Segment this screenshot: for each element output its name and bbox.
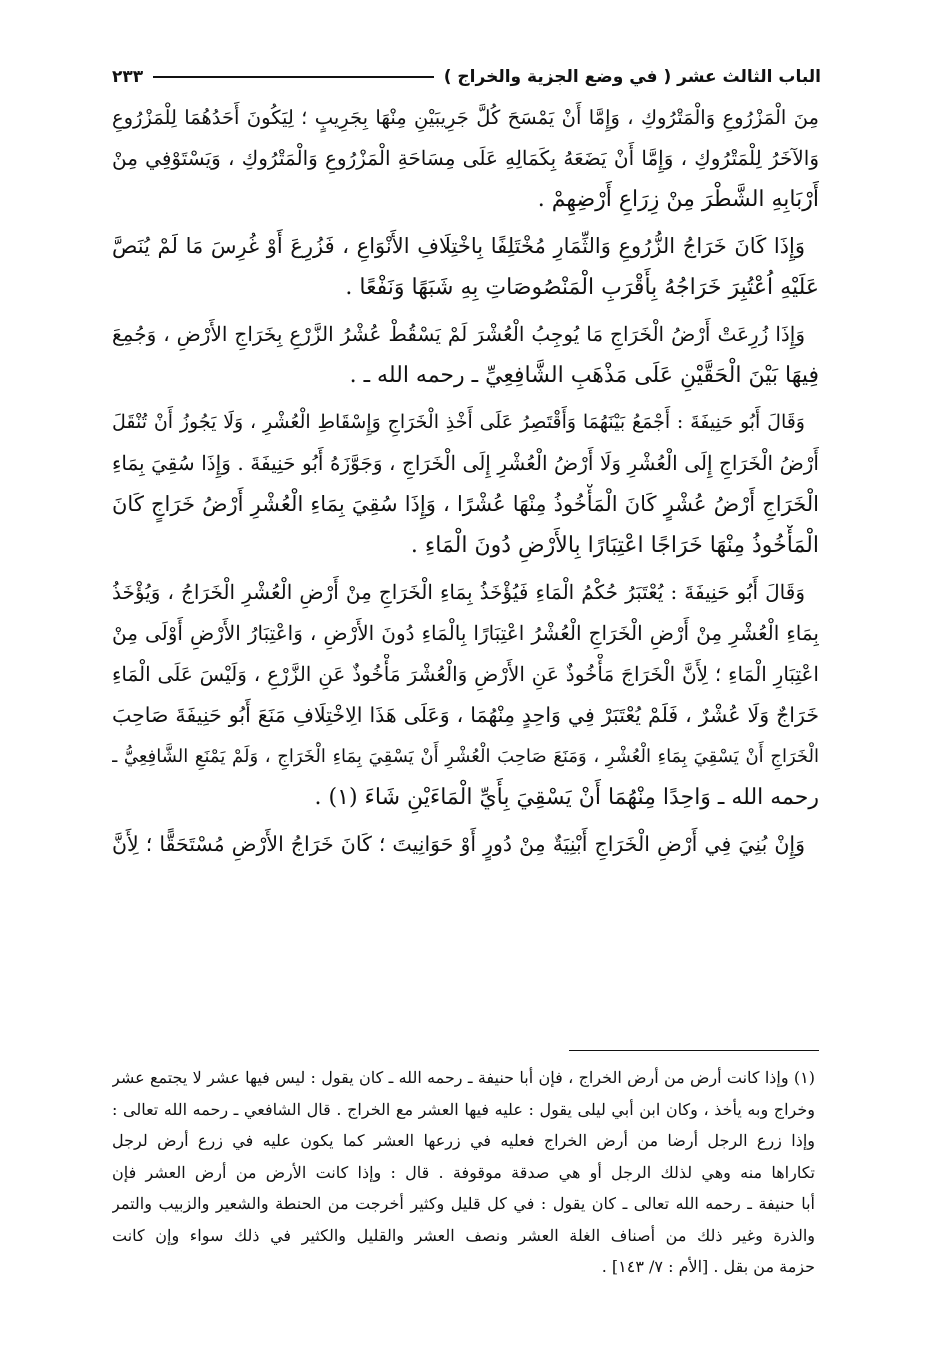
text-line: بِمَاءِ الْعُشْرِ مِنْ أَرْضِ الْخَرَاجِ الْعُشْرُ اعْتِبَارًا بِالْمَاءِ دُونَ الأَرْضِ ، وَاعْتِبَارُ الأَرْضِ أَوْلَى مِنْ [112,621,819,645]
text-line: الْخَرَاجِ أَرْضُ عُشْرٍ كَانَ الْمَأْخُوذُ مِنْهَا عُشْرًا ، وَإِذَا سُقِيَ بِمَاءِ الْعُشْرِ أَرْضُ خَرَاجٍ كَانَ [112,492,819,516]
text-line: مِنَ الْمَزْرُوعِ وَالْمَتْرُوكِ ، وَإِمَّا أَنْ يَمْسَحَ كُلَّ جَرِيبَيْنِ مِنْهَا بِجَرِيبٍ ؛ لِيَكُونَ أَحَدُهُمَا لِلْمَزْرُوعِ [112,106,819,129]
text-line: وَالآخَرُ لِلْمَتْرُوكِ ، وَإِمَّا أَنْ يَضَعَهُ بِكَمَالِهِ عَلَى مِسَاحَةِ الْمَزْرُوعِ وَالْمَتْرُوكِ ، وَيَسْتَوْفِي مِنْ [112,146,819,170]
text-line: فِيهَا بَيْنَ الْحَقَّيْنِ عَلَى مَذْهَبِ الشَّافِعِيِّ ـ رحمه الله ـ . [349,363,819,388]
text-line: وَقَالَ أَبُو حَنِيفَةَ : أَجْمَعُ بَيْنَهُمَا وَأَقْتَصِرُ عَلَى أَخْذِ الْخَرَاجِ وَإِسْقَاطِ الْعُشْرِ ، وَلَا يَجُوزُ أَنْ تُنْقَلَ [112,411,805,433]
text-line: عَلَيْهِ اُعْتُبِرَ خَرَاجُهُ بِأَقْرَبِ الْمَنْصُوصَاتِ بِهِ شَبَهًا وَنَفْعًا . [345,275,819,300]
footnote-line: أبا حنيفة ـ رحمه الله تعالى ـ كان يقول : في كل قليل وكثير أخرجت من الحنطة والشعير والزبيب والتمر [112,1194,815,1213]
text-line: وَقَالَ أَبُو حَنِيفَةَ : يُعْتَبَرُ حُكْمُ الْمَاءِ فَيُؤْخَذُ بِمَاءِ الْخَرَاجِ مِنْ أَرْضِ الْعُشْرِ الْخَرَاجُ ، وَيُؤْخَذُ [112,580,805,604]
text-line: خَرَاجٌ وَلَا عُشْرٌ ، فَلَمْ يُعْتَبَرْ فِي وَاحِدٍ مِنْهُمَا ، وَعَلَى هَذَا الِاخْتِلَافِ مَنَعَ أَبُو حَنِيفَةَ صَاحِبَ [112,703,819,727]
footnote-line: وإذا زرع الرجل أرضا من أرض الخراج فعليه في زرعها العشر كما يكون عليه في زرع أرض لرجل [112,1131,815,1150]
main-text [112,97,819,865]
text-line: أَرْبَابِهِ الشَّطْرَ مِنْ زِرَاعِ أَرْضِهِمْ . [537,187,819,212]
text-line: وَإِذَا زُرِعَتْ أَرْضُ الْخَرَاجِ مَا يُوجِبُ الْعُشْرَ لَمْ يَسْقُطْ عُشْرُ الزَّرْعِ بِخَرَاجِ الأَرْضِ ، وَجُمِعَ [112,322,805,346]
footnote-line: حزمة من بقل . [الأم : ٧/ ١٤٣] . [601,1257,815,1276]
chapter-title: الباب الثالث عشر ( في وضع الجزية والخراج ) [443,67,821,87]
footnotes [112,1062,815,1283]
text-line: اعْتِبَارِ الْمَاءِ ؛ لِأَنَّ الْخَرَاجَ مَأْخُوذٌ عَنِ الأَرْضِ وَالْعُشْرَ مَأْخُوذٌ عَنِ الزَّرْعِ ، وَلَيْسَ عَلَى الْمَاءِ [112,662,819,686]
footnote-separator [569,1050,819,1051]
footnote-line: تكاراها منه وهي لذلك الرجل أو هي صدقة موقوفة . قال : وإذا كانت الأرض من أرض العشر فإن [112,1162,815,1182]
text-line: وَإِنْ بُنِيَ فِي أَرْضِ الْخَرَاجِ أَبْنِيَةٌ مِنْ دُورٍ أَوْ حَوَانِيتَ ؛ كَانَ خَرَاجُ الأَرْضِ مُسْتَحَقًّا ؛ لِأَنَّ [112,832,805,856]
text-line: أَرْضُ الْخَرَاجِ إِلَى الْعُشْرِ وَلَا أَرْضُ الْعُشْرِ إِلَى الْخَرَاجِ ، وَجَوَّزَهُ أَبُو حَنِيفَةَ . وَإِذَا سُقِيَ بِمَاءِ [112,451,819,475]
text-line: الْمَأْخُوذُ مِنْهَا خَرَاجًا اعْتِبَارًا بِالأَرْضِ دُونَ الْمَاءِ . [410,533,819,558]
text-line: الْخَرَاجِ أَنْ يَسْقِيَ بِمَاءِ الْعُشْرِ ، وَمَنَعَ صَاحِبَ الْعُشْرِ أَنْ يَسْقِيَ بِمَاءِ الْخَرَاجِ ، وَلَمْ يَمْنَعِ الشَّافِعِيُّ ـ [112,746,819,767]
text-line: وَإِذَا كَانَ خَرَاجُ الزُّرُوعِ وَالثِّمَارِ مُخْتَلِفًا بِاخْتِلَافِ الأَنْوَاعِ ، فَزُرِعَ أَوْ غُرِسَ مَا لَمْ يُنَصَّ [112,234,805,258]
text-line: رحمه الله ـ وَاحِدًا مِنْهُمَا أَنْ يَسْقِيَ بِأَيِّ الْمَاءَيْنِ شَاءَ (١) . [314,785,819,810]
footnote-line: وخراج وبه يأخذ ، وكان ابن أبي ليلى يقول : عليه فيها العشر مع الخراج . قال الشافعي ـ رحمه الله تعالى : [112,1099,815,1119]
footnote-line: والذرة وغير ذلك من أصناف الغلة العشر ونصف العشر والقليل والكثير في ذلك سواء وإن كانت [112,1225,815,1245]
page-number: ٢٣٣ [112,67,144,87]
footnote-line: (١) وإذا كانت أرض من أرض الخراج ، فإن أبا حنيفة ـ رحمه الله ـ كان يقول : ليس فيها عشر لا يجتمع عشر [112,1068,815,1087]
header-rule [153,76,434,78]
running-header [112,62,821,92]
